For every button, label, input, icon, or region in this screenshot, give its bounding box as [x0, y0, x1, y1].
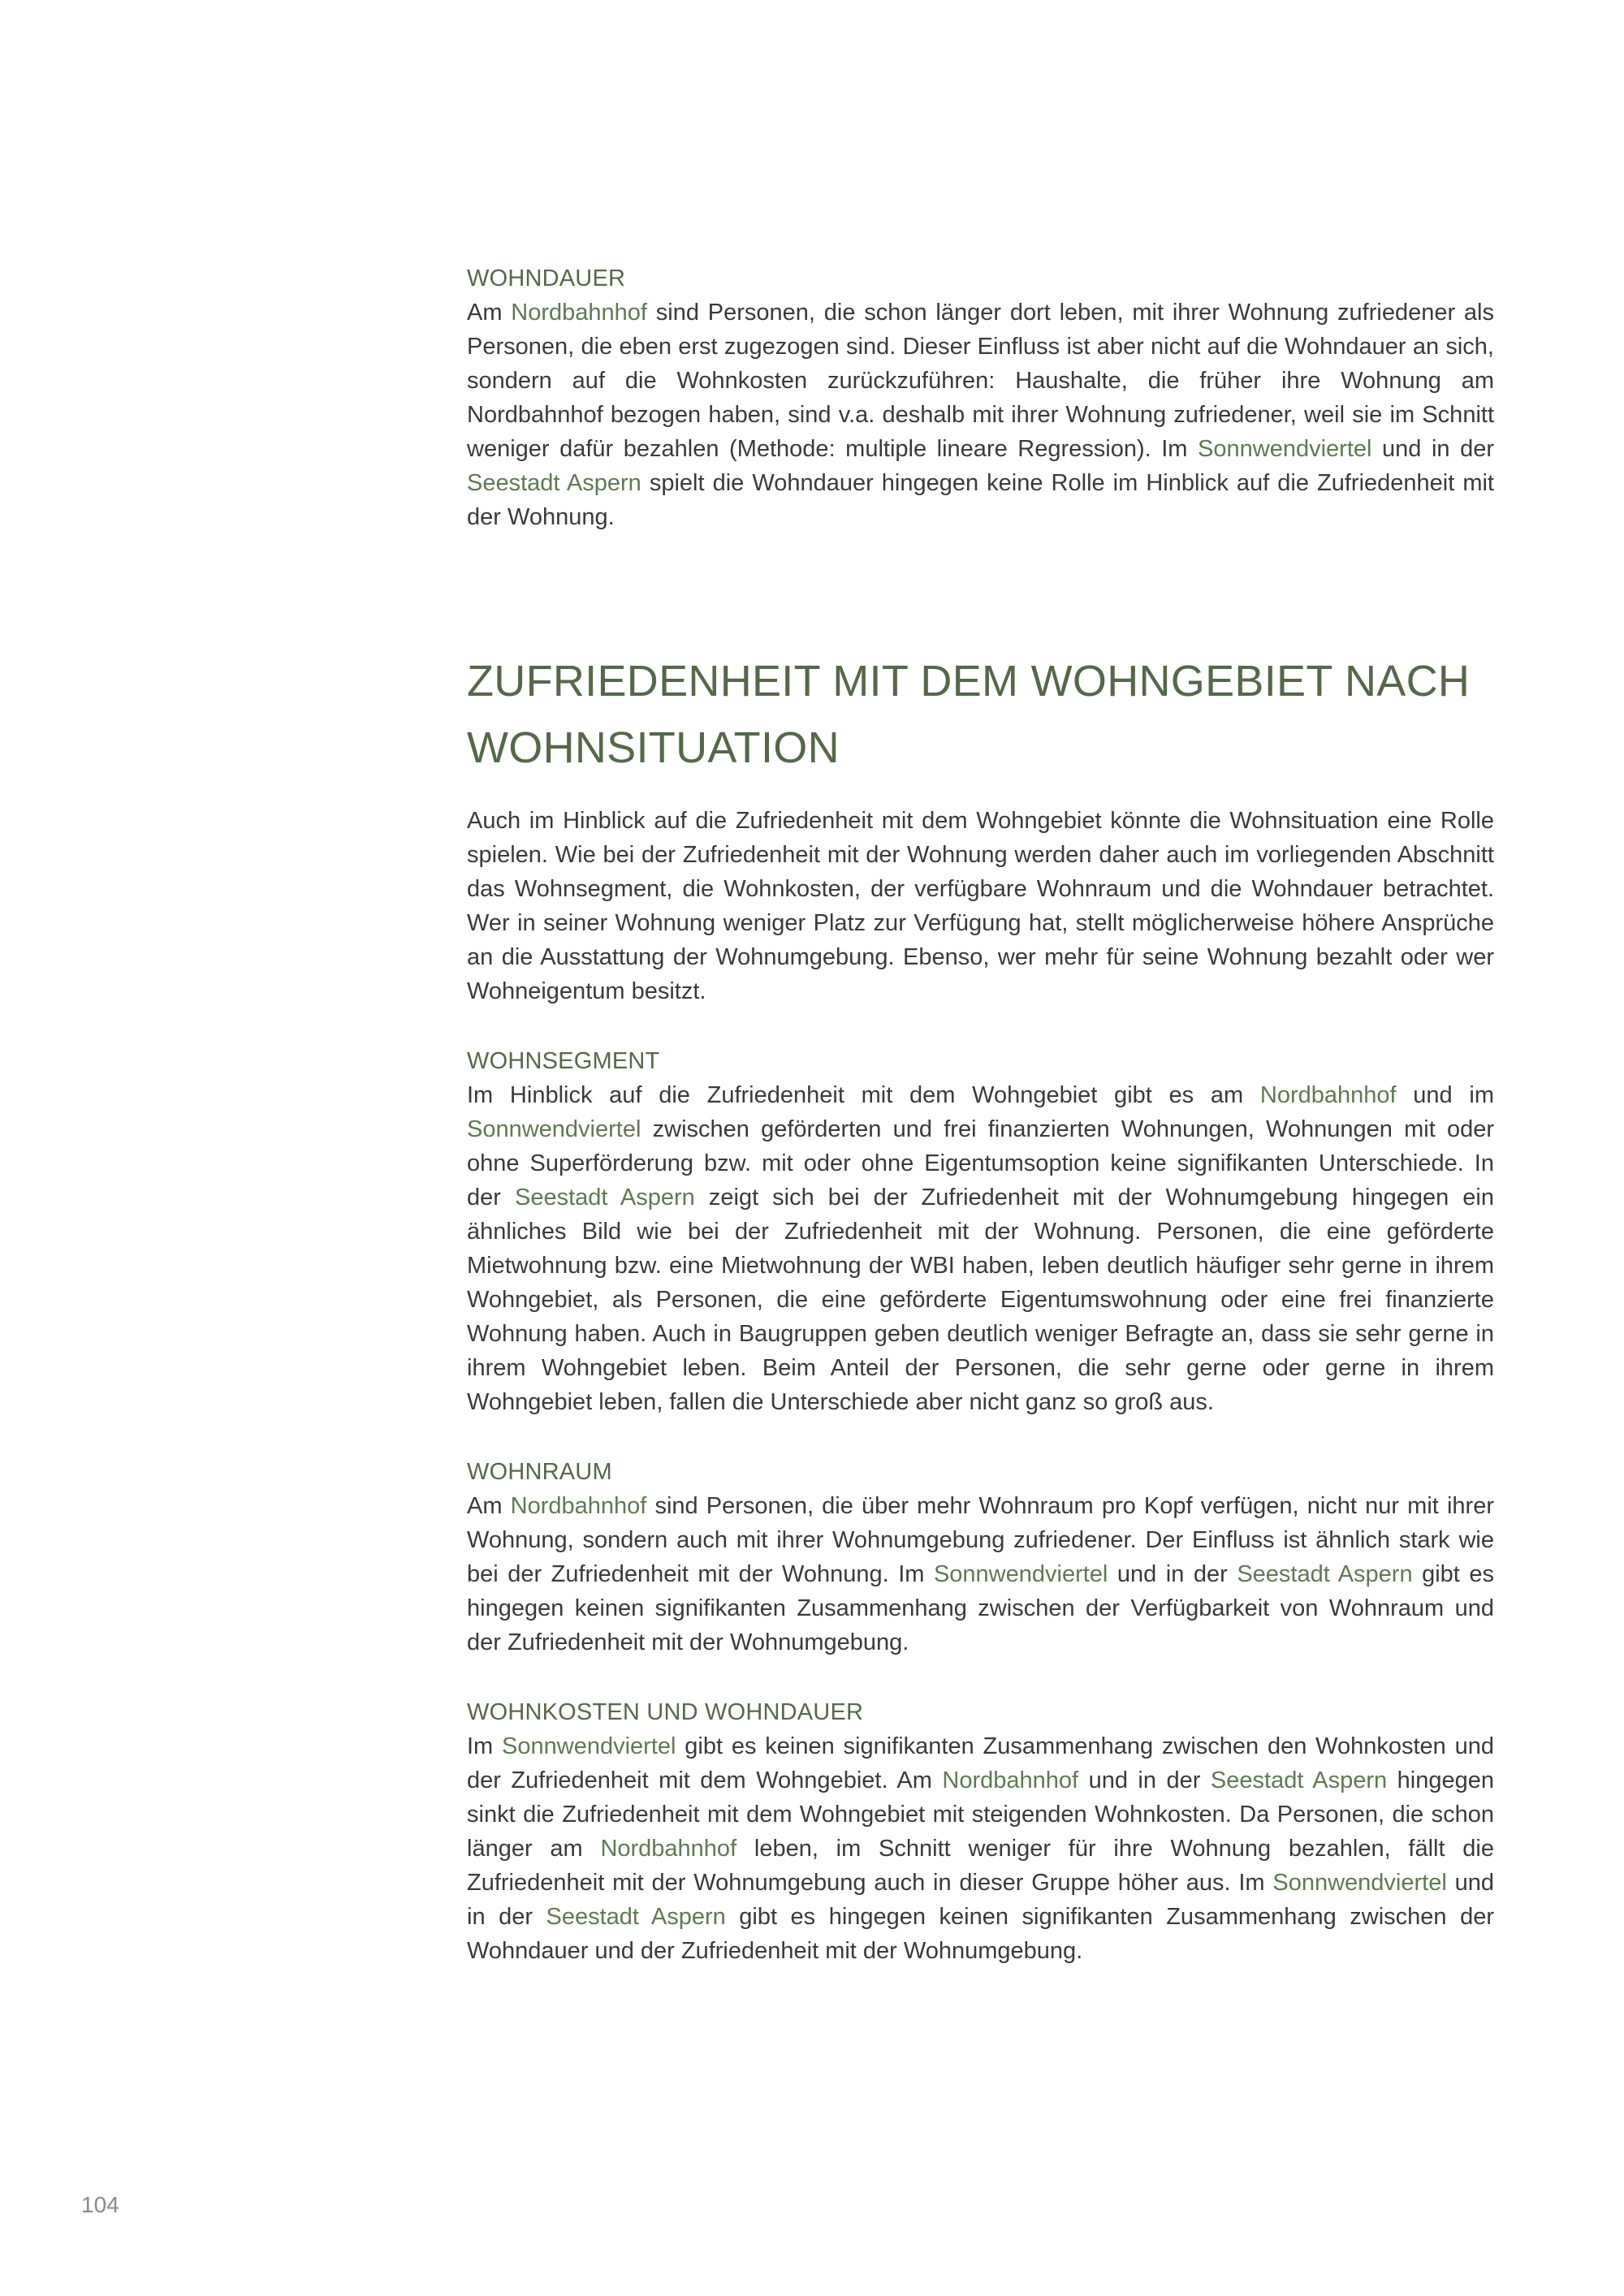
main-heading-line-2: WOHNSITUATION	[467, 723, 840, 772]
text-segment: gibt es hingegen keinen signifikanten Zusammenhang zwischen der Verfügbarkeit von Wohnraum und der Zufriedenheit mit der Wohnumgebung.	[467, 1561, 1495, 1655]
place-sonnwendviertel: Sonnwendviertel	[502, 1733, 676, 1759]
text-segment: leben, im Schnitt weniger für ihre Wohnung bezahlen, fällt die Zufriedenheit mit der Wohnumgebung auch in dieser Gruppe höher aus. Im	[467, 1836, 1494, 1896]
place-nordbahnhof: Nordbahnhof	[1259, 1082, 1397, 1108]
section-wohnkosten	[467, 1695, 1494, 1968]
subhead-wohnsegment: WOHNSEGMENT	[467, 1048, 660, 1074]
paragraph-wohnraum	[467, 1489, 1494, 1659]
main-heading-line-1: ZUFRIEDENHEIT MIT DEM WOHNGEBIET NACH	[467, 657, 1471, 706]
spacer	[467, 534, 1494, 648]
place-nordbahnhof: Nordbahnhof	[942, 1767, 1079, 1793]
spacer	[467, 781, 1494, 804]
text-segment: sind Personen, die schon länger dort leben, mit ihrer Wohnung zufriedener als Personen, die eben erst zugezogen sind. Dieser Einfluss ist aber nicht auf die Wohndauer an sich, sondern auf die Wohnkosten zurückzuführen: Haushalte, die früher ihre Wohnung am Nordbahnhof bezogen haben, sind v.a. deshalb mit ihrer Wohnung zufriedener, weil sie im Schnitt weniger dafür bezahlen (Methode: multiple lineare Regression). Im	[467, 300, 1494, 462]
spacer	[467, 1659, 1494, 1695]
text-segment: Im	[467, 1733, 503, 1759]
place-seestadt-aspern: Seestadt Aspern	[1210, 1767, 1388, 1793]
paragraph-intro: Auch im Hinblick auf die Zufriedenheit mit dem Wohngebiet könnte die Wohnsituation eine Rolle spielen. Wie bei der Zufriedenheit mit der Wohnung werden daher auch im vorliegenden Abschnitt das Wohnsegment, die Wohnkosten, der verfügbare Wohnraum und die Wohndauer betrachtet. Wer in seiner Wohnung weniger Platz zur Verfügung hat, stellt möglicherweise höhere Ansprüche an die Ausstattung der Wohnumgebung. Ebenso, wer mehr für seine Wohnung bezahlt oder wer Wohneigentum besitzt.	[467, 808, 1494, 1004]
text-segment: zeigt sich bei der Zufriedenheit mit der Wohnumgebung hingegen ein ähnliches Bild wie bei der Zufriedenheit mit der Wohnung. Personen, die eine geförderte Mietwohnung bzw. eine Mietwohnung der WBI haben, leben deutlich häufiger sehr gerne in ihrem Wohngebiet, als Personen, die eine geförderte Eigentumswohnung oder eine frei finanzierte Wohnung haben. Auch in Baugruppen geben deutlich weniger Befragte an, dass sie sehr gerne in ihrem Wohngebiet leben. Beim Anteil der Personen, die sehr gerne oder gerne in ihrem Wohngebiet leben, fallen die Unterschiede aber nicht ganz so groß aus.	[467, 1185, 1494, 1415]
spacer	[467, 1008, 1494, 1044]
subhead-wohnkosten: WOHNKOSTEN UND WOHNDAUER	[467, 1699, 864, 1725]
text-segment: spielt die Wohndauer hingegen keine Rolle im Hinblick auf die Zufriedenheit mit der Wohnung.	[467, 470, 1494, 530]
page-number: 104	[81, 2192, 119, 2217]
paragraph-wohnsegment	[467, 1078, 1494, 1419]
section-wohnsegment	[467, 1044, 1494, 1419]
text-segment: gibt es hingegen keinen signifikanten Zusammenhang zwischen der Wohndauer und der Zufriedenheit mit der Wohnumgebung.	[467, 1904, 1494, 1964]
place-nordbahnhof: Nordbahnhof	[510, 1493, 647, 1519]
spacer	[467, 1419, 1494, 1455]
text-segment: zwischen geförderten und frei finanzierten Wohnungen, Wohnungen mit oder ohne Superförderung bzw. mit oder ohne Eigentumsoption keine signifikanten Unterschiede. In der	[467, 1116, 1494, 1211]
place-seestadt-aspern: Seestadt Aspern	[514, 1185, 695, 1211]
subhead-wohndauer: WOHNDAUER	[467, 265, 626, 291]
place-nordbahnhof: Nordbahnhof	[600, 1836, 737, 1862]
place-sonnwendviertel: Sonnwendviertel	[1198, 436, 1372, 462]
place-seestadt-aspern: Seestadt Aspern	[467, 470, 641, 496]
section-wohnraum	[467, 1455, 1494, 1659]
place-nordbahnhof: Nordbahnhof	[511, 300, 647, 326]
place-seestadt-aspern: Seestadt Aspern	[1237, 1561, 1413, 1587]
text-segment: hingegen sinkt die Zufriedenheit mit dem Wohngebiet mit steigenden Wohnkosten. Da Personen, die schon länger am	[467, 1767, 1494, 1862]
paragraph-wohnkosten	[467, 1729, 1494, 1968]
place-seestadt-aspern: Seestadt Aspern	[546, 1904, 726, 1930]
subhead-wohnraum: WOHNRAUM	[467, 1459, 612, 1485]
text-segment: Am	[467, 300, 512, 326]
section-wohndauer	[467, 261, 1494, 534]
text-segment: und im	[1396, 1082, 1494, 1108]
text-segment: und in der	[467, 1870, 1494, 1930]
place-sonnwendviertel: Sonnwendviertel	[933, 1561, 1108, 1587]
text-segment: Im Hinblick auf die Zufriedenheit mit dem Wohngebiet gibt es am	[467, 1082, 1260, 1108]
main-heading	[467, 648, 1494, 781]
place-sonnwendviertel: Sonnwendviertel	[1272, 1870, 1447, 1896]
text-segment: sind Personen, die über mehr Wohnraum pro Kopf verfügen, nicht nur mit ihrer Wohnung, sondern auch mit ihrer Wohnumgebung zufriedener. Der Einfluss ist ähnlich stark wie bei der Zufriedenheit mit der Wohnung. Im	[467, 1493, 1494, 1587]
text-segment: und in der	[1078, 1767, 1211, 1793]
page-content	[467, 261, 1494, 1968]
text-segment: gibt es keinen signifikanten Zusammenhang zwischen den Wohnkosten und der Zufriedenheit mit dem Wohngebiet. Am	[467, 1733, 1495, 1793]
text-segment: Am	[467, 1493, 511, 1519]
paragraph-wohndauer	[467, 296, 1494, 534]
text-segment: und in der	[1371, 436, 1495, 462]
place-sonnwendviertel: Sonnwendviertel	[467, 1116, 641, 1142]
text-segment: und in der	[1108, 1561, 1237, 1587]
